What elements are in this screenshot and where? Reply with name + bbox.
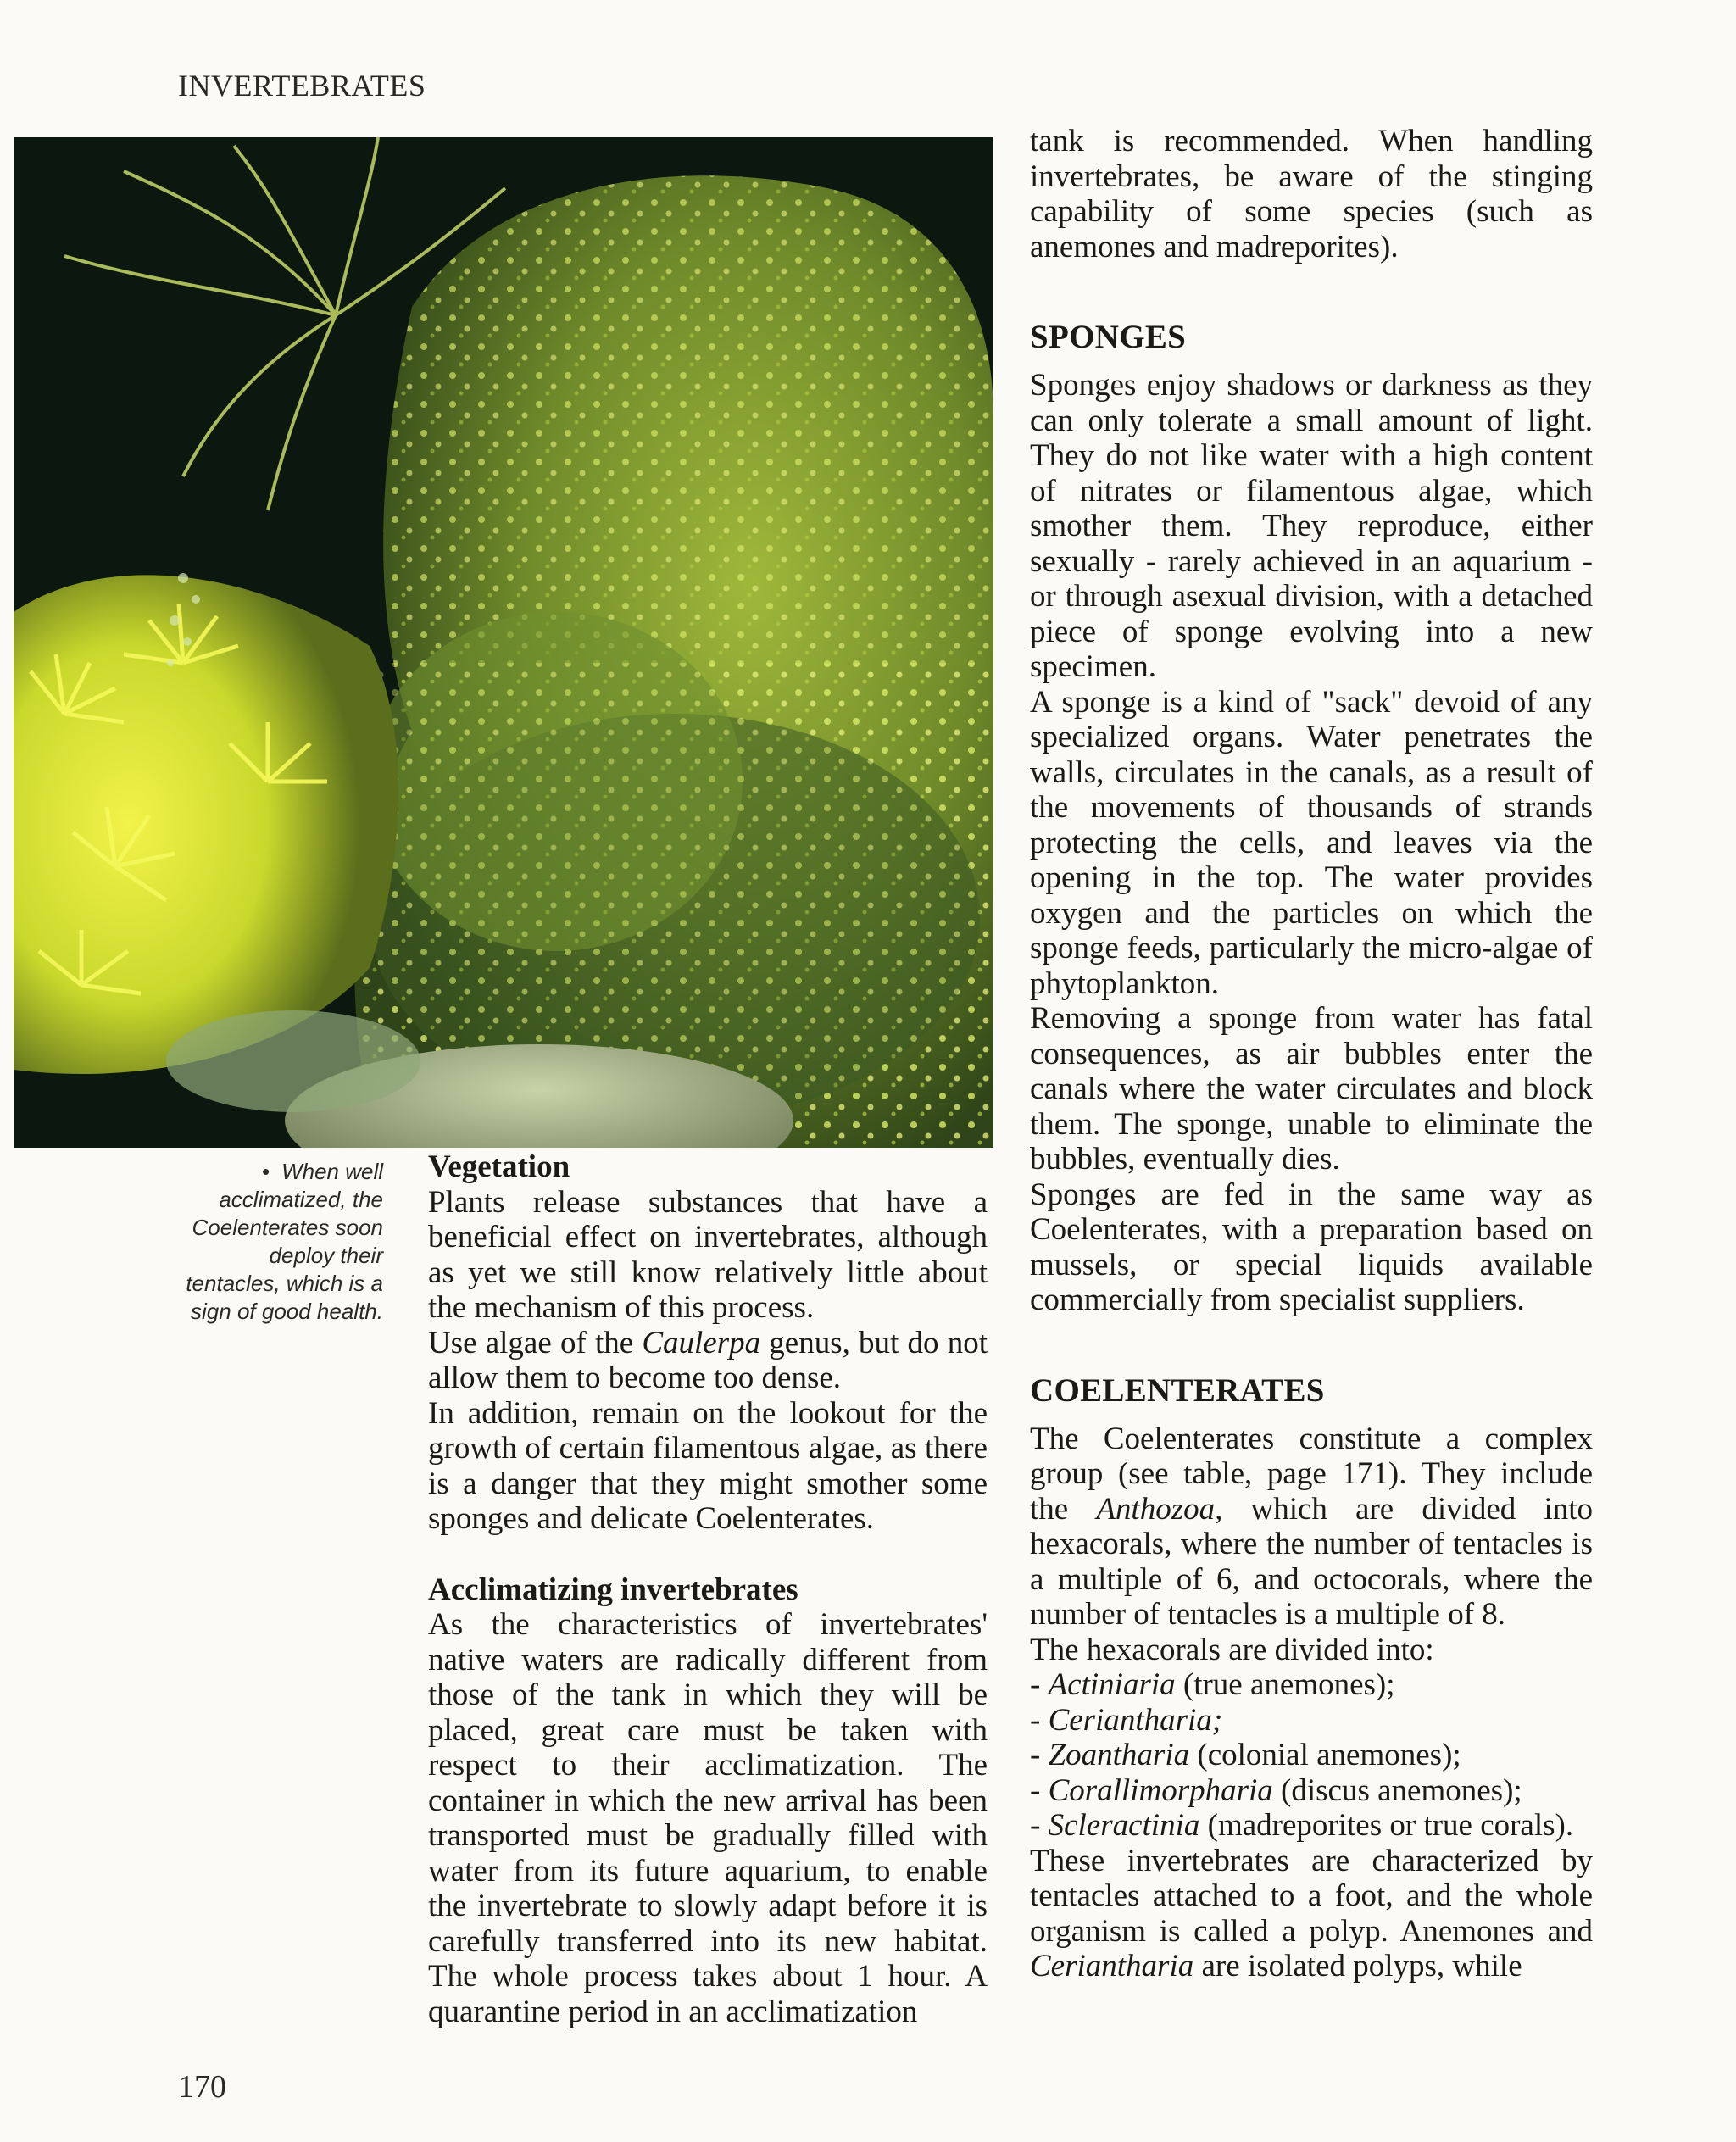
vegetation-paragraph-3: In addition, remain on the lookout for the growth of certain filamentous algae, as there is a danger that they might smother some sponges and delicate Coelenterates. <box>428 1395 988 1536</box>
list-item: - Scleractinia (madreporites or true corals). <box>1030 1808 1574 1843</box>
page-number: 170 <box>178 2069 226 2105</box>
vegetation-heading: Vegetation <box>428 1149 570 1184</box>
middle-column <box>428 1149 988 2029</box>
hexacoral-list <box>1030 1667 1593 1844</box>
list-item: - Corallimorpharia (discus anemones); <box>1030 1772 1522 1808</box>
figure-caption <box>170 1158 383 1326</box>
coelenterates-paragraph-2: The hexacorals are divided into: <box>1030 1632 1434 1667</box>
caption-bullet: • <box>261 1159 270 1184</box>
coelenterates-paragraph-3: These invertebrates are characterized by tentacles attached to a foot, and the whole organism is called a polyp. Anemones and Ceriantharia are isolated polyps, while <box>1030 1843 1593 1983</box>
list-item: - Actiniaria (true anemones); <box>1030 1667 1395 1702</box>
right-column <box>1030 124 1593 1984</box>
caption-text: When well acclimatized, the Coelenterates soon deploy their tentacles, which is a sign of good health. <box>186 1159 383 1324</box>
coral-photo <box>14 137 993 1148</box>
continued-paragraph: tank is recommended. When handling invertebrates, be aware of the stinging capability of some species (such as anemones and madreporites). <box>1030 124 1593 264</box>
sponges-paragraph-1: Sponges enjoy shadows or darkness as they can only tolerate a small amount of light. They do not like water with a high content of nitrates or filamentous algae, which smother them. They reproduce, either sexually - rarely achieved in an aquarium - or through asexual division, with a detached piece of sponge evolving into a new specimen. <box>1030 368 1593 684</box>
genus-name: Caulerpa <box>642 1325 761 1360</box>
sponges-paragraph-2: A sponge is a kind of "sack" devoid of any specialized organs. Water penetrates the walls, circulates in the canals, as a result of the movements of thousands of strands protecting the cells, and leaves via the opening in the top. The water provides oxygen and the particles on which the sponge feeds, particularly the micro-algae of phytoplankton. <box>1030 684 1593 1001</box>
sponges-paragraph-4: Sponges are fed in the same way as Coelenterates, with a preparation based on mussels, or special liquids available commercially from specialist suppliers. <box>1030 1177 1593 1317</box>
vegetation-paragraph-1: Plants release substances that have a beneficial effect on invertebrates, although as yet we still know relatively little about the mechanism of this process. <box>428 1184 988 1325</box>
acclimatizing-paragraph: As the characteristics of invertebrates' native waters are radically different from those of the tank in which they will be placed, great care must be taken with respect to their acclimatization. The container in which the new arrival has been transported must be gradually filled with water from its future aquarium, to enable the invertebrate to slowly adapt before it is carefully transferred into its new habitat. The whole process takes about 1 hour. A quarantine period in an acclimatization <box>428 1607 988 2029</box>
acclimatizing-heading: Acclimatizing invertebrates <box>428 1572 798 1607</box>
list-item: - Ceriantharia; <box>1030 1702 1223 1738</box>
coelenterates-paragraph-1: The Coelenterates constitute a complex group (see table, page 171). They include the Anthozoa, which are divided into hexacorals, where the number of tentacles is a multiple of 6, and octocorals, where the number of tentacles is a multiple of 8. <box>1030 1421 1593 1632</box>
sponges-paragraph-3: Removing a sponge from water has fatal consequences, as air bubbles enter the canals where the water circulates and block them. The sponge, unable to eliminate the bubbles, eventually dies. <box>1030 1001 1593 1177</box>
running-head: INVERTEBRATES <box>178 69 426 103</box>
list-item: - Zoantharia (colonial anemones); <box>1030 1738 1461 1772</box>
taxon-name: Ceriantharia <box>1030 1949 1194 1983</box>
coelenterates-heading: COELENTERATES <box>1030 1371 1325 1409</box>
vegetation-paragraph-2: Use algae of the Caulerpa genus, but do not allow them to become too dense. <box>428 1325 988 1395</box>
sponges-heading: SPONGES <box>1030 319 1187 355</box>
taxon-name: Anthozoa, <box>1096 1491 1223 1527</box>
